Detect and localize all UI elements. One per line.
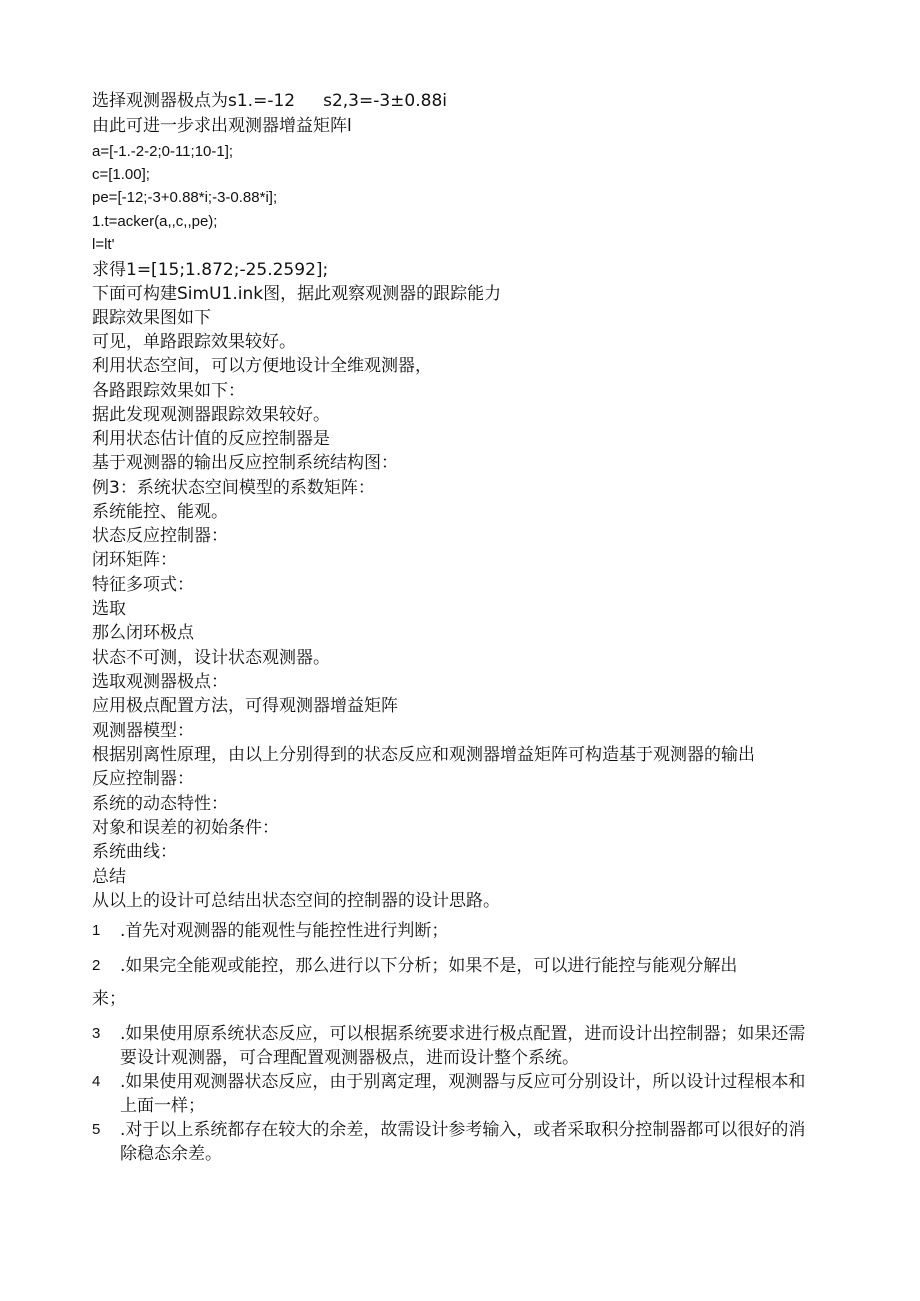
result-line: 求得1=[15;1.872;-25.2592]; (92, 260, 329, 280)
text-line: 观测器模型： (92, 721, 194, 741)
text-line: 应用极点配置方法，可得观测器增益矩阵 (92, 696, 398, 716)
pole-s1: 选择观测器极点为s1.=-12 (92, 91, 296, 111)
text-line: 选取观测器极点： (92, 672, 228, 692)
list-item-text: .首先对观测器的能观性与能控性进行判断； (120, 921, 449, 941)
text-line: 状态反应控制器： (92, 526, 228, 546)
text-line: 基于观测器的输出反应控制系统结构图： (92, 453, 398, 473)
text-line: 利用状态空间，可以方便地设计全维观测器， (92, 356, 432, 376)
list-item-continuation: 来； (92, 989, 126, 1009)
text-line: 闭环矩阵： (92, 550, 177, 570)
text-line: 由此可进一步求出观测器增益矩阵l (92, 116, 352, 136)
text-line: 反应控制器： (92, 769, 194, 789)
list-item-text: .如果使用观测器状态反应，由于别离定理，观测器与反应可分别设计，所以设计过程根本和上面一样； (120, 1072, 806, 1116)
code-line-acker: 1.t=acker(a,,c,,pe); (92, 213, 218, 230)
list-item (92, 1070, 822, 1118)
text-line: 例3：系统状态空间模型的系数矩阵： (92, 478, 375, 498)
list-item (92, 1118, 822, 1166)
list-item-text: .如果完全能观或能控，那么进行以下分析；如果不是，可以进行能控与能观分解出 (120, 956, 738, 976)
list-item-number: 4 (92, 1073, 101, 1090)
list-item (92, 919, 822, 943)
text-line: 根据别离性原理，由以上分别得到的状态反应和观测器增益矩阵可构造基于观测器的输出 (92, 745, 755, 765)
observer-poles-line (92, 90, 447, 112)
text-line: 系统的动态特性： (92, 794, 228, 814)
code-line-a: a=[-1.-2-2;0-11;10-1]; (92, 143, 234, 160)
text-line: 可见，单路跟踪效果较好。 (92, 332, 296, 352)
text-line: 特征多项式： (92, 575, 194, 595)
code-line-l: l=lt' (92, 236, 115, 253)
text-line: 各路跟踪效果如下： (92, 381, 245, 401)
text-line: 系统曲线： (92, 842, 177, 862)
list-item-text: .如果使用原系统状态反应，可以根据系统要求进行极点配置，进而设计出控制器；如果还需要设计观测器，可合理配置观测器极点，进而设计整个系统。 (120, 1024, 806, 1068)
code-line-c: c=[1.00]; (92, 166, 150, 183)
pole-s23: s2,3=-3±0.88i (323, 91, 447, 111)
list-item-number: 5 (92, 1121, 101, 1138)
section-heading-summary: 总结 (92, 867, 126, 887)
text-line: 系统能控、能观。 (92, 502, 228, 522)
list-item-number: 3 (92, 1025, 101, 1042)
list-item (92, 1022, 822, 1070)
text-line: 下面可构建SimU1.ink图，据此观察观测器的跟踪能力 (92, 284, 502, 304)
text-line: 跟踪效果图如下 (92, 308, 211, 328)
text-line: 那么闭环极点 (92, 623, 194, 643)
text-line: 从以上的设计可总结出状态空间的控制器的设计思路。 (92, 891, 500, 911)
list-item (92, 954, 822, 978)
text-line: 利用状态估计值的反应控制器是 (92, 429, 330, 449)
list-item-number: 2 (92, 957, 101, 974)
text-line: 状态不可测，设计状态观测器。 (92, 648, 330, 668)
text-line: 选取 (92, 599, 126, 619)
text-line: 据此发现观测器跟踪效果较好。 (92, 405, 330, 425)
code-line-pe: pe=[-12;-3+0.88*i;-3-0.88*i]; (92, 189, 278, 206)
text-line: 对象和误差的初始条件： (92, 818, 279, 838)
list-item-text: .对于以上系统都存在较大的余差，故需设计参考输入，或者采取积分控制器都可以很好的消除稳态余差。 (120, 1120, 806, 1164)
list-item-number: 1 (92, 922, 101, 939)
